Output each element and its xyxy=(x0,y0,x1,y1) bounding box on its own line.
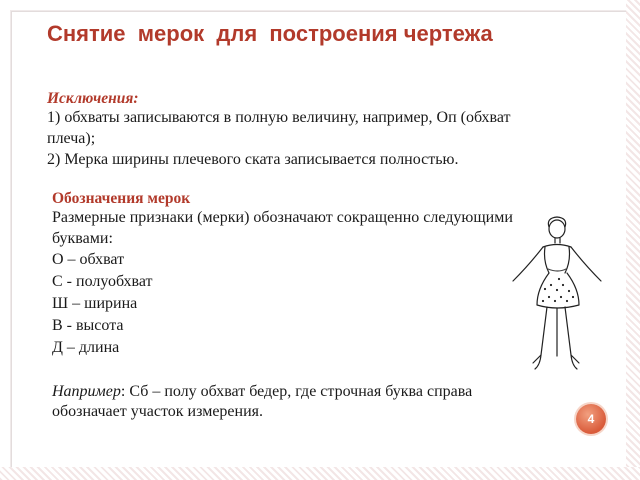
notation-intro-line-2: буквами: xyxy=(52,230,113,247)
page-number-badge: 4 xyxy=(576,404,606,434)
exceptions-heading: Исключения: xyxy=(47,90,139,107)
notation-item: Ш – ширина xyxy=(52,295,138,312)
exceptions-line-3: 2) Мерка ширины плечевого ската записывается полностью. xyxy=(47,151,459,168)
example-line-1 xyxy=(52,382,472,402)
example-line-2: обозначает участок измерения. xyxy=(52,403,263,420)
decorative-stripes-right xyxy=(626,0,640,480)
notation-item: В - высота xyxy=(52,317,124,334)
notation-item: С - полуобхват xyxy=(52,273,153,290)
decorative-stripes-bottom xyxy=(0,467,640,480)
notation-item: О – обхват xyxy=(52,251,125,268)
woman-measurement-figure-icon xyxy=(505,215,615,385)
notation-heading: Обозначения мерок xyxy=(52,190,191,207)
slide-title: Снятие мерок для построения чертежа xyxy=(47,21,493,46)
exceptions-line-2: плеча); xyxy=(47,130,96,147)
example-label: Например xyxy=(52,383,121,400)
example-text: : Сб – полу обхват бедер, где строчная буква справа xyxy=(120,383,473,400)
exceptions-line-1: 1) обхваты записываются в полную величину, например, Оп (обхват xyxy=(47,109,511,126)
notation-item: Д – длина xyxy=(52,339,120,356)
notation-intro-line-1: Размерные признаки (мерки) обозначают сокращенно следующими xyxy=(52,209,513,226)
